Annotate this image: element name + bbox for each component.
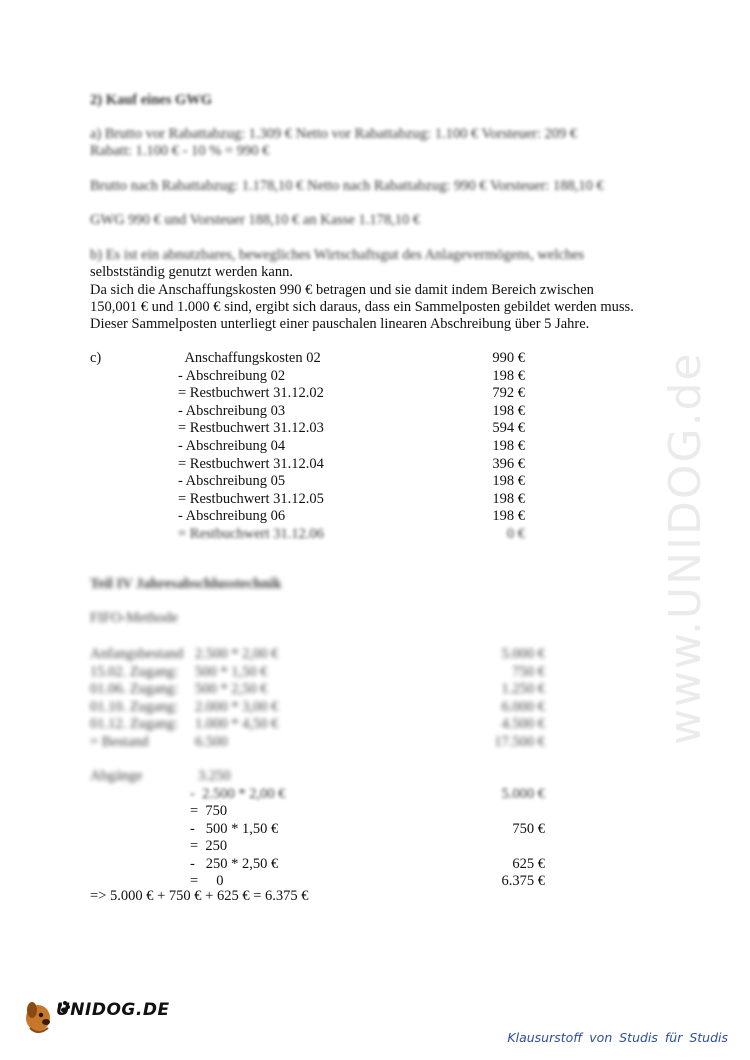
table-row xyxy=(0,473,750,491)
fifo-row xyxy=(0,699,750,717)
calc-label: - 2.500 * 2,00 € xyxy=(190,786,286,802)
row-value: 198 € xyxy=(492,473,525,490)
fifo-detail: 2.000 * 3,00 € xyxy=(195,698,279,715)
calc-label: = 0 xyxy=(190,873,224,889)
row-label: - Abschreibung 02 xyxy=(178,367,286,384)
fifo-detail: 500 * 2,50 € xyxy=(195,681,268,698)
fifo-label: 15.02. Zugang: xyxy=(90,663,179,680)
footer-tagline: Klausurstoff von Studis für Studis xyxy=(507,1030,728,1045)
calc-row xyxy=(0,803,750,821)
fifo-value: 5.000 € xyxy=(501,646,545,662)
fifo-value: 17.500 € xyxy=(494,734,545,750)
fifo-detail: 2.500 * 2,00 € xyxy=(195,646,279,662)
row-label: - Abschreibung 06 xyxy=(178,508,286,525)
fifo-label: = Bestand xyxy=(90,734,149,750)
fifo-row xyxy=(0,716,750,734)
calc-row xyxy=(0,821,750,839)
row-label: Anschaffungskosten 02 xyxy=(178,350,321,366)
table-row xyxy=(0,385,750,403)
row-label: = Restbuchwert 31.12.06 xyxy=(178,526,324,542)
calc-value: 6.375 € xyxy=(501,873,545,889)
row-label: - Abschreibung 05 xyxy=(178,473,286,490)
fifo-label: 01.06. Zugang: xyxy=(90,681,179,698)
table-row xyxy=(0,403,750,421)
fifo-detail: 500 * 1,50 € xyxy=(195,663,268,680)
section-heading: 2) Kauf eines GWG xyxy=(90,92,213,108)
row-value: 792 € xyxy=(492,385,525,402)
table-row xyxy=(0,420,750,438)
result-line: => 5.000 € + 750 € + 625 € = 6.375 € xyxy=(90,888,309,904)
table-row xyxy=(0,491,750,509)
row-value: 198 € xyxy=(492,490,525,507)
row-value: 198 € xyxy=(492,402,525,419)
row-label: = Restbuchwert 31.12.04 xyxy=(178,455,324,472)
watermark xyxy=(660,290,740,750)
row-value: 198 € xyxy=(492,367,525,384)
item-marker: c) xyxy=(90,350,102,366)
calc-value: 625 € xyxy=(512,855,545,872)
row-value: 396 € xyxy=(492,455,525,472)
fifo-row xyxy=(0,734,750,752)
table-row xyxy=(0,456,750,474)
text-line: Brutto nach Rabattabzug: 1.178,10 € Netto nach Rabattabzug: 990 € Vorsteuer: 188,10 € xyxy=(90,178,604,194)
row-value: 0 € xyxy=(506,526,525,542)
calc-label: - 250 * 2,50 € xyxy=(190,855,279,872)
fifo-value: 6.000 € xyxy=(501,698,545,715)
fifo-value: 1.250 € xyxy=(501,681,545,698)
abgaenge-label: Abgänge xyxy=(90,768,143,784)
text-line: Dieser Sammelposten unterliegt einer pauschalen linearen Abschreibung über 5 Jahre. xyxy=(90,316,590,332)
table-row xyxy=(0,368,750,386)
row-value: 198 € xyxy=(492,508,525,525)
text-line: selbstständig genutzt werden kann. xyxy=(90,264,293,280)
fifo-detail: 1.000 * 4,50 € xyxy=(195,716,279,733)
row-label: = Restbuchwert 31.12.05 xyxy=(178,490,324,507)
row-value: 990 € xyxy=(492,350,525,366)
row-label: = Restbuchwert 31.12.03 xyxy=(178,420,324,437)
row-label: - Abschreibung 03 xyxy=(178,402,286,419)
calc-row xyxy=(0,838,750,856)
text-line: b) Es ist ein abnutzbares, bewegliches Wirtschaftsgut des Anlagevermögens, welches xyxy=(90,247,585,263)
calc-label: = 750 xyxy=(190,803,228,820)
row-label: - Abschreibung 04 xyxy=(178,438,286,454)
row-label: = Restbuchwert 31.12.02 xyxy=(178,385,324,402)
fifo-label: Anfangsbestand xyxy=(90,646,184,662)
text-line: a) Brutto vor Rabattabzug: 1.309 € Netto vor Rabattabzug: 1.100 € Vorsteuer: 209 € xyxy=(90,126,578,142)
table-row xyxy=(0,438,750,456)
calc-row xyxy=(0,786,750,804)
text-line: Rabatt: 1.100 € - 10 % = 990 € xyxy=(90,143,270,159)
fifo-label: 01.12. Zugang: xyxy=(90,716,179,733)
fifo-value: 750 € xyxy=(512,663,545,680)
calc-value: 5.000 € xyxy=(501,786,545,802)
fifo-value: 4.500 € xyxy=(501,716,545,733)
fifo-row xyxy=(0,664,750,682)
table-row xyxy=(0,526,750,544)
row-value: 198 € xyxy=(492,438,525,454)
fifo-row xyxy=(0,646,750,664)
fifo-label: 01.10. Zugang: xyxy=(90,698,179,715)
text-line: 150,001 € und 1.000 € sind, ergibt sich daraus, dass ein Sammelposten gebildet werden muss. xyxy=(90,299,634,315)
table-row xyxy=(0,350,750,368)
section-heading: Teil IV Jahresabschlusstechnik xyxy=(90,576,282,592)
sub-heading: FIFO-Methode xyxy=(90,610,178,626)
calc-row xyxy=(0,856,750,874)
logo-text: UNIDOG.DE xyxy=(56,1000,170,1020)
calc-label: = 250 xyxy=(190,838,228,855)
fifo-row xyxy=(0,681,750,699)
text-line: GWG 990 € und Vorsteuer 188,10 € an Kasse 1.178,10 € xyxy=(90,212,421,228)
calc-value: 750 € xyxy=(512,820,545,837)
abgaenge-value: 3.250 xyxy=(198,768,231,784)
fifo-detail: 6.500 xyxy=(195,734,228,750)
text-line: Da sich die Anschaffungskosten 990 € betragen und sie damit indem Bereich zwischen xyxy=(90,282,594,298)
table-row xyxy=(0,508,750,526)
svg-text:www.UNIDOG.de: www.UNIDOG.de xyxy=(660,351,711,745)
row-value: 594 € xyxy=(492,420,525,437)
calc-label: - 500 * 1,50 € xyxy=(190,820,279,837)
